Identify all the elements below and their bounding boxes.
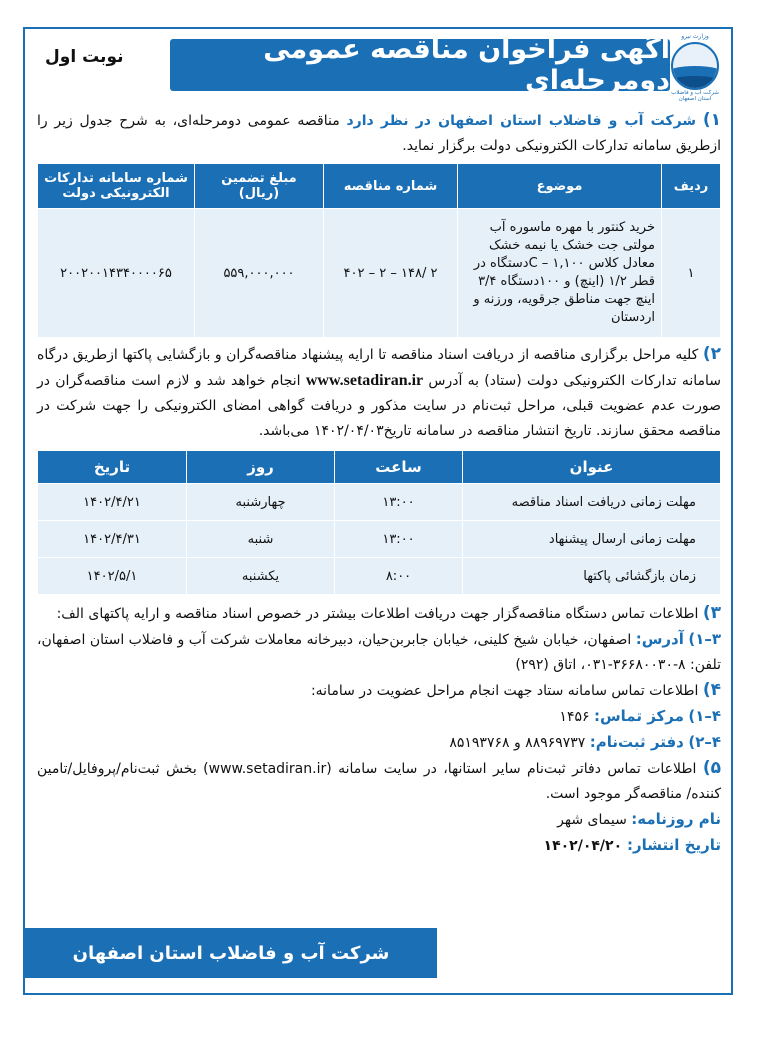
section-4-number: ۴): [702, 680, 721, 700]
newspaper-value: سیمای شهر: [557, 812, 632, 828]
header: [25, 29, 731, 101]
section-1: [37, 108, 721, 159]
logo-company-text: شرکت آب و فاضلاب استان اصفهان: [671, 90, 719, 103]
cell-time: ۸:۰۰: [335, 558, 463, 595]
cell-time: ۱۳:۰۰: [335, 521, 463, 558]
section-3-1: [37, 627, 721, 678]
section-5-number: ۵): [702, 758, 721, 778]
address-text: اصفهان، خیابان شیخ کلینی، خیابان جابربن‌حیان، دبیرخانه معاملات شرکت آب و فاضلاب استان اصفهان، تلفن: ۸-۳۶۶۸۰۰۳۰-۰۳۱، اتاق (۲۹۲): [37, 632, 721, 673]
table-row: [38, 521, 721, 558]
section-3-1-number: ۳–۱): [688, 630, 722, 648]
th-tender-no: شماره مناقصه: [324, 164, 458, 209]
table-row: [38, 484, 721, 521]
section-3-text: اطلاعات تماس دستگاه مناقصه‌گزار جهت دریافت اطلاعات بیشتر در خصوص اسناد مناقصه و ارایه پاکتهای الف:: [56, 606, 703, 622]
section-4: [37, 678, 721, 704]
publish-date-label: تاریخ انتشار:: [627, 836, 721, 854]
th-title: عنوان: [463, 451, 721, 484]
publish-date-line: [37, 833, 721, 859]
registration-office-label: دفتر ثبت‌نام:: [589, 733, 684, 751]
section-1-lead: شرکت آب و فاضلاب استان اصفهان در نظر دارد: [346, 113, 697, 129]
round-label: نوبت اول: [45, 47, 124, 67]
setadiran-link[interactable]: www.setadiran.ir: [305, 372, 424, 389]
cell-date: ۱۴۰۲/۴/۲۱: [38, 484, 187, 521]
th-subject: موضوع: [458, 164, 662, 209]
section-3: [37, 601, 721, 627]
th-guarantee: مبلغ تضمین (ریال): [195, 164, 324, 209]
newspaper-label: نام روزنامه:: [631, 810, 721, 828]
section-4-text: اطلاعات تماس سامانه ستاد جهت انجام مراحل عضویت در سامانه:: [310, 683, 703, 699]
section-4-1-number: ۴–۱): [688, 707, 721, 725]
section-5-text: اطلاعات تماس دفاتر ثبت‌نام سایر استانها، در سایت سامانه (www.setadiran.ir) بخش ثبت‌نام/پروفایل/تامین کننده/ مناقصه‌گر موجود است.: [37, 761, 721, 802]
footer-company-banner: شرکت آب و فاضلاب استان اصفهان: [25, 928, 437, 978]
cell-title: مهلت زمانی دریافت اسناد مناقصه: [463, 484, 721, 521]
cell-subject: خرید کنتور با مهره ماسوره آب مولتی جت خشک یا نیمه خشک معادل کلاس C – ۱,۱۰۰دستگاه در قطر ۱/۲ (اینچ) و ۱۰۰دستگاه ۳/۴ اینچ جهت مناطق جرقویه، ورزنه و اردستان: [458, 209, 662, 338]
schedule-table: [37, 450, 721, 595]
cell-day: یکشنبه: [187, 558, 335, 595]
cell-day: چهارشنبه: [187, 484, 335, 521]
table-row: [38, 558, 721, 595]
th-day: روز: [187, 451, 335, 484]
th-index: ردیف: [662, 164, 721, 209]
cell-system-no: ۲۰۰۲۰۰۱۴۳۴۰۰۰۰۶۵: [38, 209, 195, 338]
newspaper-line: [37, 807, 721, 833]
th-system-no: شماره سامانه تدارکات الکترونیکی دولت: [38, 164, 195, 209]
notice-title: آگهی فراخوان مناقصه عمومی دومرحله‌ای: [170, 39, 670, 91]
cell-tender-no: ۲ /۱۴۸ – ۲ – ۴۰۲: [324, 209, 458, 338]
company-logo: [665, 33, 725, 103]
cell-title: مهلت زمانی ارسال پیشنهاد: [463, 521, 721, 558]
water-drop-icon: [671, 42, 719, 90]
cell-guarantee: ۵۵۹,۰۰۰,۰۰۰: [195, 209, 324, 338]
logo-ministry-text: وزارت نیرو: [681, 33, 709, 40]
address-label: آدرس:: [635, 630, 684, 648]
section-4-1: [37, 704, 721, 730]
section-5: [37, 756, 721, 807]
cell-date: ۱۴۰۲/۴/۳۱: [38, 521, 187, 558]
section-4-2: [37, 730, 721, 756]
section-1-text: مناقصه عمومی دومرحله‌ای، به شرح جدول زیر را ازطریق سامانه تدارکات الکترونیکی دولت برگزار نماید.: [37, 113, 721, 154]
cell-index: ۱: [662, 209, 721, 338]
call-center-value: ۱۴۵۶: [559, 709, 594, 725]
cell-date: ۱۴۰۲/۵/۱: [38, 558, 187, 595]
th-time: ساعت: [335, 451, 463, 484]
cell-day: شنبه: [187, 521, 335, 558]
tender-table: [37, 163, 721, 338]
section-2-text-a: کلیه مراحل برگزاری مناقصه از دریافت اسناد مناقصه تا ارایه پیشنهاد مناقصه‌گران و بازگشایی پاکتها ازطریق درگاه سامانه تدارکات الکترونیکی دولت (ستاد) به آدرس: [37, 347, 722, 389]
th-date: تاریخ: [38, 451, 187, 484]
cell-title: زمان بازگشائی پاکتها: [463, 558, 721, 595]
section-2-number: ۲): [702, 344, 721, 364]
section-2-text-b: انجام خواهد شد و لازم است مناقصه‌گران در صورت عدم عضویت قبلی، مراحل ثبت‌نام در سایت مذکور و دریافت گواهی امضای الکترونیکی را جهت شرکت در مناقصه محقق سازند. تاریخ انتشار مناقصه در سامانه تاریخ۱۴۰۲/۰۴/۰۳ می‌باشد.: [37, 373, 721, 439]
notice-body: [37, 108, 721, 859]
section-2: [37, 342, 721, 444]
section-1-number: ۱): [702, 110, 721, 130]
section-3-number: ۳): [702, 603, 721, 623]
registration-office-value: ۸۸۹۶۹۷۳۷ و ۸۵۱۹۳۷۶۸: [449, 735, 590, 751]
publish-date-value: ۱۴۰۲/۰۴/۲۰: [543, 838, 627, 854]
call-center-label: مرکز تماس:: [593, 707, 684, 725]
section-4-2-number: ۴–۲): [688, 733, 721, 751]
cell-time: ۱۳:۰۰: [335, 484, 463, 521]
table-row: [38, 209, 721, 338]
